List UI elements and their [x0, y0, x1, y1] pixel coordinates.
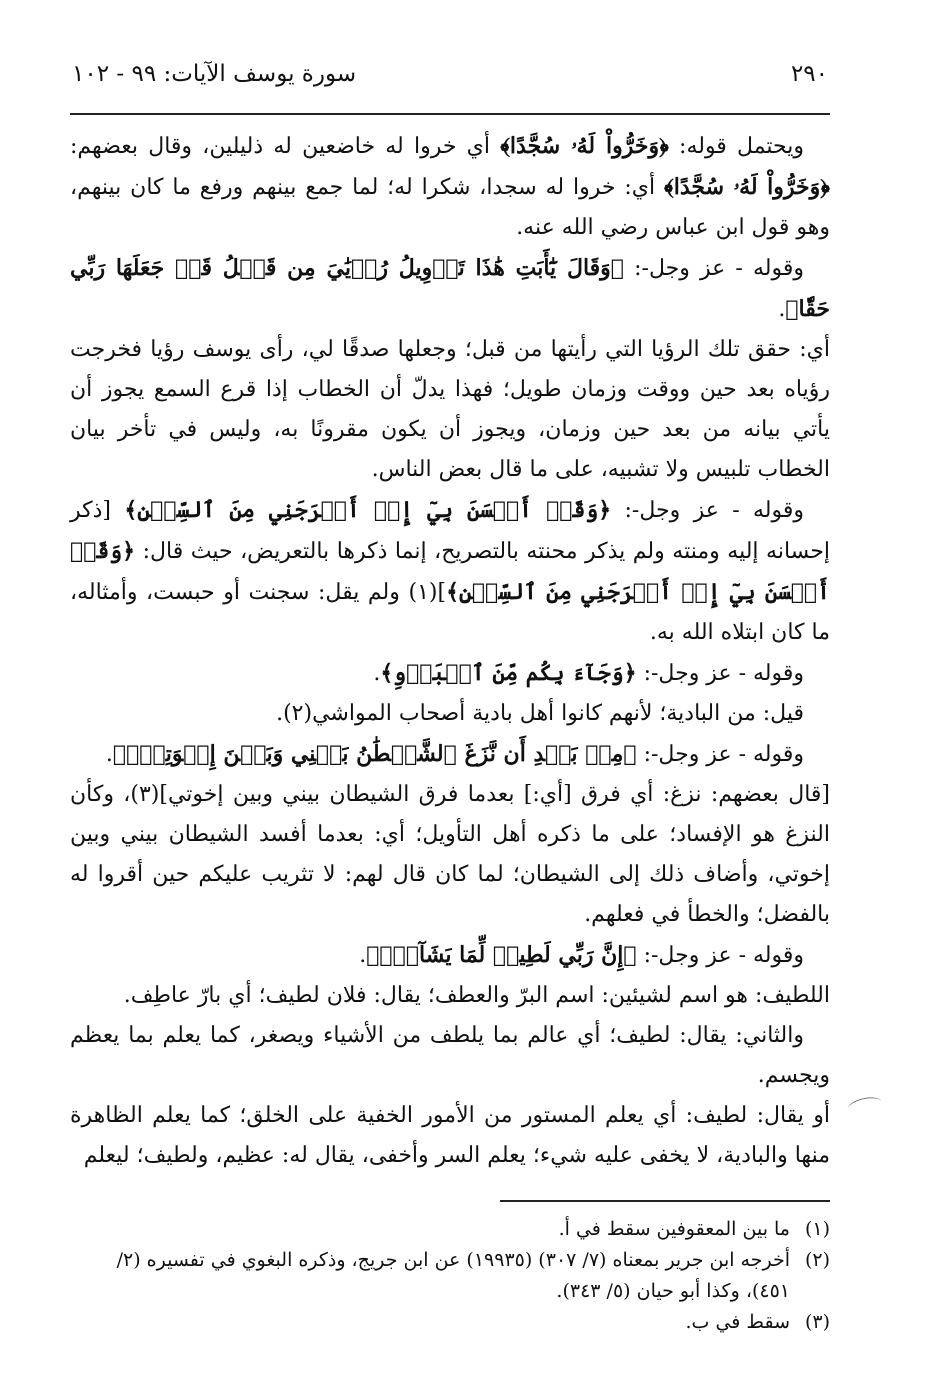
- paragraph: [70, 935, 830, 976]
- quran-verse: ﴿وَجَآءَ بِكُم مِّنَ ٱلۡبَدۡوِ﴾: [380, 660, 637, 686]
- main-text: [70, 126, 830, 1176]
- margin-pencil-mark: [847, 1095, 883, 1117]
- text-run: ويحتمل قوله:: [668, 134, 805, 159]
- text-run: .: [359, 943, 367, 968]
- text-run: أي: خروا له سجدا، شكرا له؛ لما جمع بينهم ورفع ما كان بينهم، وهو قول ابن عباس رضي الله عنه.: [70, 175, 830, 240]
- text-run: [قال بعضهم: نزغ: أي فرق [أي:] بعدما فرق الشيطان بيني وبين إخوتي](٣)، وكأن النزغ هو الإفساد؛ على ما ذكره أهل التأويل؛ أي: بعدما أفسد الشيطان بيني وبين إخوتي، وأضاف ذلك إلى الشيطان؛ لما كان قال لهم: لا تثريب عليكم حين أقروا له بالفضل؛ والخطأ في فعلهم.: [70, 782, 830, 927]
- text-run: .: [778, 297, 786, 322]
- text-run: اللطيف: هو اسم لشيئين: اسم البرّ والعطف؛ يقال: فلان لطيف؛ أي بارّ عاطِف.: [123, 983, 830, 1008]
- paragraph: [70, 653, 830, 694]
- text-run: قيل: من البادية؛ لأنهم كانوا أهل بادية أصحاب المواشي(٢).: [276, 701, 804, 726]
- page-header: [70, 40, 830, 88]
- text-run: .: [105, 742, 113, 767]
- footnote: [70, 1214, 830, 1245]
- header-divider: [70, 113, 830, 115]
- paragraph: [70, 976, 830, 1016]
- paragraph: [70, 694, 830, 734]
- footnote-number: (٢): [804, 1249, 830, 1271]
- footnote-divider: [500, 1200, 830, 1202]
- quran-verse: ﴿وَقَالَ يَٰٓأَبَتِ هَٰذَا تَأۡوِيلُ رُءۡيَٰيَ مِن قَبۡلُ قَدۡ جَعَلَهَا رَبِّي حَقّٗا﴾: [70, 255, 830, 322]
- quran-verse: ﴿إِنَّ رَبِّي لَطِيفٞ لِّمَا يَشَآءُۚ﴾: [366, 942, 637, 968]
- quran-verse: ﴿وَخَرُّواْ لَهُۥ سُجَّدًا﴾: [664, 174, 831, 200]
- paragraph: [70, 126, 830, 248]
- paragraph: [70, 1016, 830, 1096]
- text-run: أو يقال: لطيف: أي يعلم المستور من الأمور الخفية على الخلق؛ كما يعلم الظاهرة منها والبادية، لا يخفى عليه شيء؛ يعلم السر وأخفى، يقال له: عظيم، ولطيف؛ ليعلم: [70, 1103, 830, 1168]
- footnote-text: سقط في ب.: [685, 1311, 790, 1333]
- paragraph: [70, 1096, 830, 1176]
- footnote-number: (٣): [804, 1311, 830, 1333]
- page-number: ٢٩٠: [790, 61, 828, 87]
- text-run: أي: حقق تلك الرؤيا التي رأيتها من قبل؛ وجعلها صدقًا لي، رأى يوسف رؤيا فخرجت رؤياه بعد حين ووقت وزمان طويل؛ فهذا يدلّ أن الخطاب إذا قرع السمع يجوز أن يأتي بيانه من بعد حين وزمان، ويجوز أن يكون مقرونًا به، وليس في تأخر بيان الخطاب تلبيس ولا تشبيه، على ما قال بعض الناس.: [70, 337, 830, 482]
- footnote: [70, 1307, 830, 1338]
- text-run: وقوله - عز وجل-:: [611, 498, 804, 523]
- footnote-text: أخرجه ابن جرير بمعناه (٧/ ٣٠٧) (١٩٩٣٥) عن ابن جريج، وذكره البغوي في تفسيره (٢/ ٤٥١)، وكذا أبو حيان (٥/ ٣٤٣).: [116, 1249, 790, 1302]
- paragraph: [70, 775, 830, 935]
- text-run: أي خروا له خاضعين له ذليلين، وقال بعضهم:: [70, 134, 501, 159]
- footnote-number: (١): [804, 1218, 830, 1240]
- text-run: وقوله - عز وجل-:: [636, 943, 804, 968]
- text-run: وقوله - عز وجل-:: [636, 661, 804, 686]
- quran-verse: ﴿مِنۢ بَعۡدِ أَن نَّزَغَ ٱلشَّيۡطَٰنُ بَيۡنِي وَبَيۡنَ إِخۡوَتِيٓۚ﴾: [112, 741, 637, 767]
- footnote: [70, 1245, 830, 1307]
- footnotes: [70, 1214, 830, 1338]
- text-run: والثاني: يقال: لطيف؛ أي عالم بما يلطف من الأشياء ويصغر، كما يعلم بما يعظم ويجسم.: [70, 1023, 830, 1088]
- paragraph: [70, 248, 830, 330]
- paragraph: [70, 490, 830, 653]
- book-page: [70, 40, 830, 1360]
- paragraph: [70, 734, 830, 775]
- text-run: .: [373, 661, 381, 686]
- text-run: ](١) ولم يقل: سجنت أو حبست، وأمثاله، ما كان ابتلاه الله به.: [70, 580, 830, 645]
- text-run: وقوله - عز وجل-:: [636, 742, 804, 767]
- text-run: [ذكر إحسانه إليه ومنته ولم يذكر محنته بالتصريح، إنما ذكرها بالتعريض، حيث قال:: [70, 498, 830, 564]
- quran-verse: ﴿وَقَدۡ أَحۡسَنَ بِيٓ إِذۡ أَخۡرَجَنِي مِنَ ٱلسِّجۡنِ﴾: [124, 497, 612, 523]
- paragraph: [70, 330, 830, 490]
- footnote-text: ما بين المعقوفين سقط في أ.: [558, 1218, 790, 1240]
- quran-verse: ﴿وَقَدۡ أَحۡسَنَ بِيٓ إِذۡ أَخۡرَجَنِي مِنَ ٱلسِّجۡنِ﴾: [70, 538, 830, 605]
- running-title: سورة يوسف الآيات: ٩٩ - ١٠٢: [72, 61, 357, 87]
- quran-verse: ﴿وَخَرُّواْ لَهُۥ سُجَّدًا﴾: [500, 133, 669, 159]
- text-run: وقوله - عز وجل-:: [624, 256, 804, 281]
